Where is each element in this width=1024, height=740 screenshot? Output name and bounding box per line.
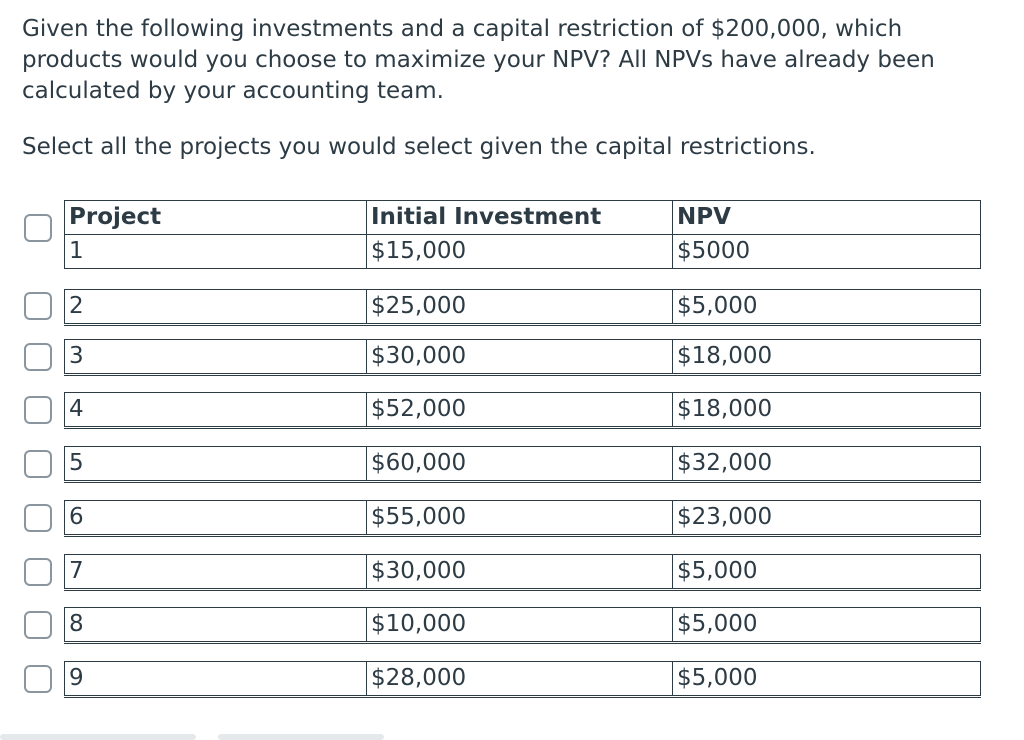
option-1-table xyxy=(64,200,981,269)
footer-bar-right xyxy=(218,734,384,740)
project-8-checkbox[interactable] xyxy=(24,611,52,639)
table-row xyxy=(65,235,981,269)
project-cell: 5 xyxy=(65,447,367,482)
option-2-table xyxy=(64,289,981,326)
project-6-checkbox[interactable] xyxy=(24,504,52,532)
investment-cell: $28,000 xyxy=(367,662,673,697)
project-5-checkbox[interactable] xyxy=(24,450,52,478)
project-1-checkbox[interactable] xyxy=(24,214,52,242)
table-row xyxy=(65,501,981,536)
investment-cell: $15,000 xyxy=(367,235,673,269)
npv-cell: $5000 xyxy=(673,235,981,269)
project-cell: 1 xyxy=(65,235,367,269)
npv-cell: $5,000 xyxy=(673,608,981,643)
option-5-table xyxy=(64,446,981,483)
project-cell: 2 xyxy=(65,290,367,325)
table-row xyxy=(65,393,981,428)
project-cell: 7 xyxy=(65,555,367,590)
option-3-table xyxy=(64,339,981,376)
option-6-table xyxy=(64,500,981,537)
npv-cell: $23,000 xyxy=(673,501,981,536)
option-9-table xyxy=(64,661,981,698)
investment-cell: $55,000 xyxy=(367,501,673,536)
npv-cell: $5,000 xyxy=(673,555,981,590)
investment-cell: $52,000 xyxy=(367,393,673,428)
investment-cell: $30,000 xyxy=(367,555,673,590)
option-7-table xyxy=(64,554,981,591)
project-cell: 4 xyxy=(65,393,367,428)
npv-cell: $18,000 xyxy=(673,393,981,428)
project-4-checkbox[interactable] xyxy=(24,396,52,424)
table-row xyxy=(65,555,981,590)
option-8-table xyxy=(64,607,981,644)
project-7-checkbox[interactable] xyxy=(24,558,52,586)
question-text xyxy=(22,14,982,107)
investment-cell: $10,000 xyxy=(367,608,673,643)
footer-bar-left xyxy=(0,734,196,740)
option-4-table xyxy=(64,392,981,429)
header-project: Project xyxy=(65,201,367,235)
investment-cell: $60,000 xyxy=(367,447,673,482)
project-3-checkbox[interactable] xyxy=(24,343,52,371)
table-row xyxy=(65,340,981,375)
npv-cell: $5,000 xyxy=(673,662,981,697)
header-initial-investment: Initial Investment xyxy=(367,201,673,235)
header-npv: NPV xyxy=(673,201,981,235)
npv-cell: $32,000 xyxy=(673,447,981,482)
investment-cell: $30,000 xyxy=(367,340,673,375)
project-cell: 9 xyxy=(65,662,367,697)
table-row xyxy=(65,290,981,325)
project-cell: 8 xyxy=(65,608,367,643)
question-paragraph: Given the following investments and a capital restriction of $200,000, which products would you choose to maximize your NPV? All NPVs have already been calculated by your accounting team. xyxy=(22,16,935,104)
project-cell: 3 xyxy=(65,340,367,375)
table-row xyxy=(65,447,981,482)
project-9-checkbox[interactable] xyxy=(24,665,52,693)
project-2-checkbox[interactable] xyxy=(24,292,52,320)
npv-cell: $5,000 xyxy=(673,290,981,325)
instruction-text: Select all the projects you would select given the capital restrictions. xyxy=(22,134,816,160)
table-row xyxy=(65,662,981,697)
table-row xyxy=(65,608,981,643)
npv-cell: $18,000 xyxy=(673,340,981,375)
project-cell: 6 xyxy=(65,501,367,536)
investment-cell: $25,000 xyxy=(367,290,673,325)
header-row xyxy=(65,201,981,235)
